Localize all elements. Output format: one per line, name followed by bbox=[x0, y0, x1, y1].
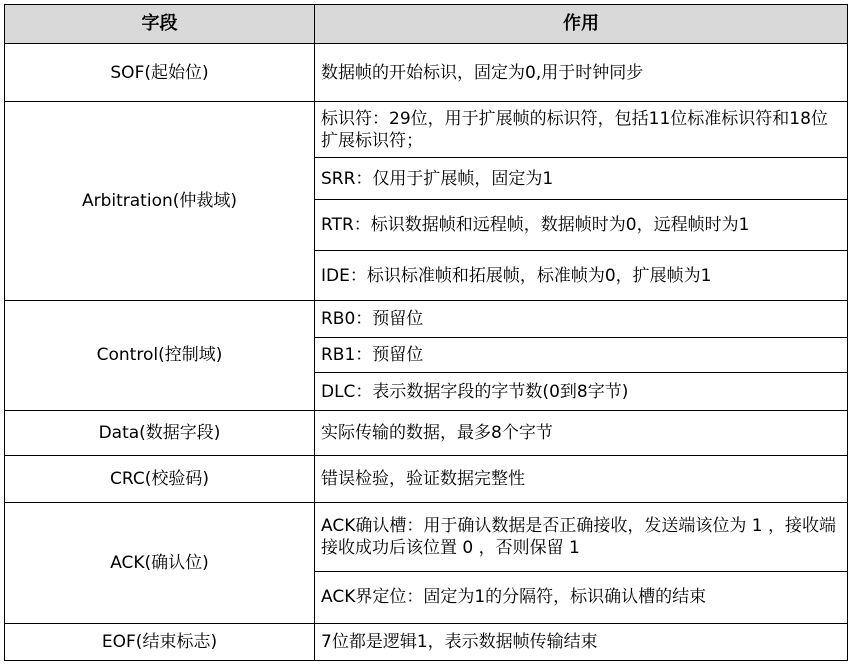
table-row bbox=[5, 102, 848, 158]
desc-cell: RB1：预留位 bbox=[315, 338, 848, 373]
field-cell: EOF(结束标志) bbox=[5, 623, 315, 660]
field-cell: ACK(确认位) bbox=[5, 502, 315, 623]
header-row bbox=[5, 5, 848, 44]
desc-cell: RB0：预留位 bbox=[315, 301, 848, 338]
table-row bbox=[5, 410, 848, 455]
field-cell: Data(数据字段) bbox=[5, 410, 315, 455]
table-row bbox=[5, 623, 848, 660]
desc-cell: ACK界定位：固定为1的分隔符，标识确认槽的结束 bbox=[315, 571, 848, 623]
table-row bbox=[5, 44, 848, 102]
field-cell: Control(控制域) bbox=[5, 301, 315, 410]
field-cell: Arbitration(仲裁域) bbox=[5, 102, 315, 301]
desc-cell: SRR：仅用于扩展帧，固定为1 bbox=[315, 158, 848, 200]
desc-cell: 7位都是逻辑1，表示数据帧传输结束 bbox=[315, 623, 848, 660]
table-row bbox=[5, 455, 848, 502]
table-row bbox=[5, 301, 848, 338]
desc-cell: RTR：标识数据帧和远程帧，数据帧时为0，远程帧时为1 bbox=[315, 200, 848, 251]
header-function: 作用 bbox=[315, 5, 848, 44]
desc-cell: 错误检验，验证数据完整性 bbox=[315, 455, 848, 502]
desc-cell: 实际传输的数据，最多8个字节 bbox=[315, 410, 848, 455]
desc-cell: IDE：标识标准帧和拓展帧，标准帧为0，扩展帧为1 bbox=[315, 251, 848, 301]
header-field: 字段 bbox=[5, 5, 315, 44]
desc-cell: ACK确认槽：用于确认数据是否正确接收，发送端该位为 1 ，接收端接收成功后该位置 0 ，否则保留 1 bbox=[315, 502, 848, 571]
field-cell: SOF(起始位) bbox=[5, 44, 315, 102]
table-row bbox=[5, 502, 848, 571]
desc-cell: 标识符：29位，用于扩展帧的标识符，包括11位标准标识符和18位扩展标识符； bbox=[315, 102, 848, 158]
desc-cell: DLC：表示数据字段的字节数(0到8字节) bbox=[315, 373, 848, 410]
field-cell: CRC(校验码) bbox=[5, 455, 315, 502]
desc-cell: 数据帧的开始标识，固定为0,用于时钟同步 bbox=[315, 44, 848, 102]
can-frame-table bbox=[4, 4, 848, 661]
